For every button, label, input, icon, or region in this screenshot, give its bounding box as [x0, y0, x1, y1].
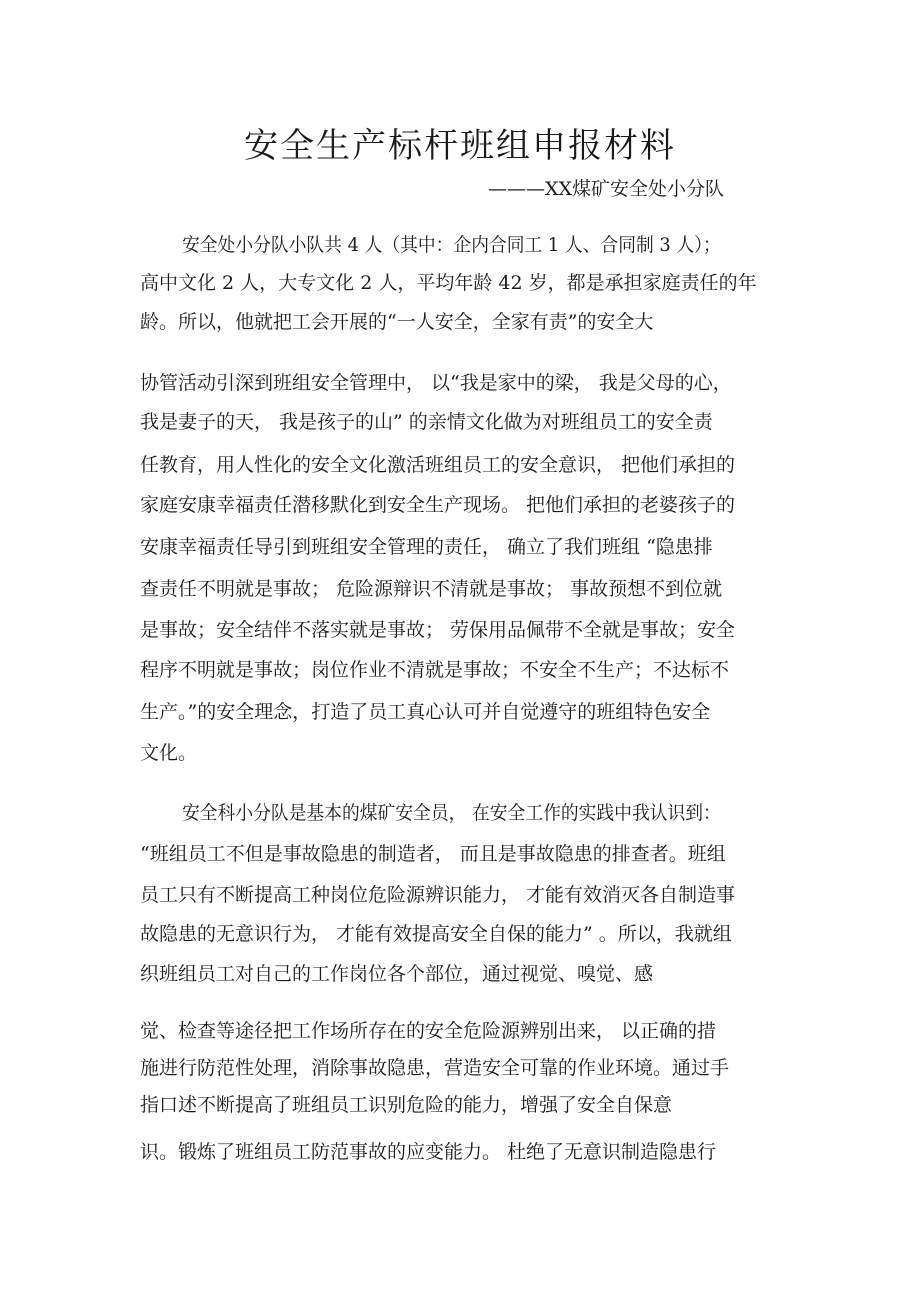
paragraph-3-line-4: 故隐患的无意识行为， 才能有效提高安全自保的能力” 。所以，我就组 [140, 923, 732, 945]
paragraph-2-line-8: 程序不明就是事故；岗位作业不清就是事故；不安全不生产；不达标不 [140, 659, 730, 681]
paragraph-1-line-3: 龄。所以，他就把工会开展的“一人安全，全家有责”的安全大 [140, 311, 654, 333]
paragraph-2-line-5: 安康幸福责任导引到班组安全管理的责任， 确立了我们班组 “隐患排 [140, 536, 713, 558]
paragraph-2-line-2: 我是妻子的天， 我是孩子的山” 的亲情文化做为对班组员工的安全责 [140, 411, 713, 433]
paragraph-2-line-1: 协管活动引深到班组安全管理中， 以“我是家中的梁， 我是父母的心， [140, 372, 732, 394]
paragraph-3-line-1: 安全科小分队是基本的煤矿安全员， 在安全工作的实践中我认识到： [182, 802, 721, 824]
paragraph-4-line-2: 施进行防范性处理，消除事故隐患，营造安全可靠的作业环境。通过手 [140, 1057, 730, 1079]
paragraph-4-line-3: 指口述不断提高了班组员工识别危险的能力，增强了安全自保意 [140, 1094, 673, 1116]
paragraph-2-line-4: 家庭安康幸福责任潜移默化到安全生产现场。 把他们承担的老婆孩子的 [140, 494, 736, 516]
paragraph-3-line-2: “班组员工不但是事故隐患的制造者， 而且是事故隐患的排查者。班组 [140, 843, 726, 865]
paragraph-2-line-6: 查责任不明就是事故； 危险源辩识不清就是事故； 事故预想不到位就 [140, 578, 723, 600]
paragraph-3-line-5: 织班组员工对自己的工作岗位各个部位，通过视觉、嗅觉、感 [140, 963, 654, 985]
document-subtitle: ———XX煤矿安全处小分队 [488, 178, 725, 200]
paragraph-2-line-10: 文化。 [140, 742, 198, 764]
paragraph-1-line-2: 高中文化 2 人，大专文化 2 人，平均年龄 42 岁，都是承担家庭责任的年 [140, 272, 757, 294]
paragraph-2-line-3: 任教育，用人性化的安全文化激活班组员工的安全意识， 把他们承担的 [140, 454, 736, 476]
paragraph-5-line-1: 识。锻炼了班组员工防范事故的应变能力。 杜绝了无意识制造隐患行 [140, 1141, 717, 1163]
document-title: 安全生产标杆班组申报材料 [244, 126, 676, 166]
paragraph-4-line-1: 觉、检查等途径把工作场所存在的安全危险源辨别出来， 以正确的措 [140, 1020, 717, 1042]
paragraph-1-line-1: 安全处小分队小队共 4 人（其中：企内合同工 1 人、合同制 3 人）； [182, 234, 721, 256]
paragraph-2-line-7: 是事故；安全结伴不落实就是事故； 劳保用品佩带不全就是事故；安全 [140, 619, 736, 641]
paragraph-3-line-3: 员工只有不断提高工种岗位危险源辨识能力， 才能有效消灭各自制造事 [140, 884, 736, 906]
paragraph-2-line-9: 生产。”的安全理念，打造了员工真心认可并自觉遵守的班组特色安全 [140, 701, 711, 723]
